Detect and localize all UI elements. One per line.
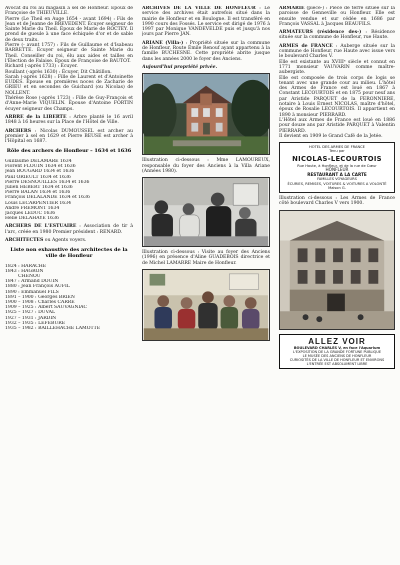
list-item: 1900 – 1908 : Charles CARRE xyxy=(5,299,75,305)
list-item: Jacques LEDUC 1636 xyxy=(5,211,56,217)
ad-line: L'EXPOSITION DE LA GRANDE FORTUNE PUBLIQUE xyxy=(292,349,382,354)
list-item: Florent FLOUIN 1634 et 1636 xyxy=(5,164,76,170)
column-3 xyxy=(279,6,395,559)
list-item: Guillaume DÉLAMARE 1634 xyxy=(5,159,72,165)
list-item: CHENOU xyxy=(5,273,41,279)
list-item: André FREMONT 1634 xyxy=(5,205,60,211)
list-item: 1890 : Emmanuel FILS xyxy=(5,289,59,295)
section-heading: Liste non exhaustive des architectes de la ville de Honfleur xyxy=(10,247,128,259)
entry-title: ARMARIE xyxy=(279,6,305,11)
entry-archives xyxy=(142,6,270,38)
list-item: 1824 : HARACHE xyxy=(5,263,47,269)
architects-list xyxy=(5,264,133,332)
list-item: 1843 : HAGRON xyxy=(5,268,44,274)
entry-text: : Arbre planté le 16 avril 1848 à 16 heures sur la Place de l'Hôtel de Ville. xyxy=(5,114,133,126)
entry-title: ARCHERS DE L'ESTUAIRE xyxy=(5,224,77,230)
paragraph: Sarah (-après 1628) : Fille de Laurent et d'Antoinette EUDES. Épouse en premières noces de Zacharie de GRIEU et en secondes de Guichard (ou Nicolas) de NOLLENT. xyxy=(5,74,133,96)
list-item: 1927 – 1931 : JARDIN xyxy=(5,315,57,321)
list-item: François DELALANDE 1634 et 1636 xyxy=(5,195,90,201)
entry-title: ARMATEURS (résidence des-) xyxy=(279,30,362,36)
armes-de-france-photo xyxy=(279,210,395,330)
paragraph: Pierre (- avant 1757) : Fils de Guillaume et d'Isabeau BARRETTE. Écuyer seigneur de Sainte Marie du Theil. Conseiller du roi, élu aux aides et tailles en l'Élection de Falaise. Époux de Françoise de BAUTOT. xyxy=(5,43,133,64)
list-item: 1909 – 1925 : Albert SAUVAGNIAC xyxy=(5,305,88,311)
foyer-anciens-photo xyxy=(142,177,270,247)
ad-line: BOULEVARD CHARLES V, en face l'Aquarium xyxy=(293,345,381,350)
list-item: 1880 : Jean François AUFIL xyxy=(5,284,70,290)
list-item: Jean BOUGARD 1634 et 1636 xyxy=(5,169,75,175)
list-item: 1891 – 1900 : Georges BRIEN xyxy=(5,294,75,300)
section-heading: Rôle des archers de Honfleur – 1634 et 1636 xyxy=(6,148,132,155)
list-item: 1925 – 1927 : DUVAL xyxy=(5,310,55,316)
exhibition-advertisement xyxy=(279,334,395,369)
archers-list xyxy=(5,159,133,221)
visite-foyer-photo xyxy=(142,269,270,341)
entry-arbre xyxy=(5,115,133,126)
entry-title: ARMES de FRANCE xyxy=(279,43,333,49)
entry-text: : Auberge située sur la commune de Honfleur, rue Haute avec issue vers le boulevard Charles V. xyxy=(279,43,395,60)
ad-line: HONFLEUR xyxy=(325,166,349,172)
ad-line: Rue Haute, à Honfleur, et de la rue de Cœur xyxy=(297,163,377,168)
entry-text: : Nicolas DUMOUSSEL est archer au premier à sel en 1629 et Pierre BEUSE est archer à l'Hôpital en 1687. xyxy=(5,128,133,145)
paragraph: Avocat du roi au magasin à sel de Honfleur. Époux de Françoise de THIEUVILLE. xyxy=(5,6,133,17)
ad-line: CURIOSITÉS DE LA VILLE DE HONFLEUR ET ENVIRONS xyxy=(289,357,385,362)
ad-line: HOTEL DES ARMES DE FRANCE xyxy=(309,145,365,150)
ad-line: FAMILLES VOYAGEURS xyxy=(317,177,357,182)
entry-text: : Association de tir à l'arc, créée en 1980 Premier président : RENARD. xyxy=(5,224,133,235)
list-item: Julien HEBERT 1634 et 1636 xyxy=(5,185,73,191)
list-item: 1932 – 1935 : LEFEBURE xyxy=(5,320,66,326)
ad-title: ALLEZ VOIR xyxy=(308,336,366,346)
entry-ariane xyxy=(142,41,270,62)
entry-note: Aujourd'hui propriété privée. xyxy=(142,64,218,70)
entry-armarie xyxy=(279,6,395,27)
entry-text: : Le service des archives était autrefois situé dans la mairie de Honfleur et en Boulogne. Il est transféré en 1990 cours des Fossés. Le service est dirigé de 1976 à 1997 par Monique VANDEVELDE puis et jusqu'à nos jours par Pierre JAN. xyxy=(142,6,270,38)
entry-text: (pièce-) : Pièce de terre située sur la paroisse de Genneville ou Honfleur. Elle est ensuite vendue et sur cédée en 1686 par François VASSAL à Jacques BEAUFILS. xyxy=(279,6,395,27)
caption: Illustration ci-dessous : Visite au foyer des Anciens (1996) en présence d'Aline GUADEBOIS directrice et de Michel LAMARRE Maire de Honfleur. xyxy=(142,250,270,266)
paragraph: Il devient en 1909 le Grand Café de la Jetée. xyxy=(279,133,383,139)
list-item: Pierre BALAN 1634 et 1636 xyxy=(5,190,71,196)
list-item: Louis LECARPENTIER 1634 xyxy=(5,200,72,206)
ad-line: Tenu par xyxy=(329,149,345,154)
ad-line: Maison G. xyxy=(328,185,346,190)
paragraph: Roullant (-après 1630) : Écuyer, Dit Châtillon. xyxy=(5,69,112,75)
ad-line: ÉCURIES, REMISES, VOITURES & VOITURES A VOLONTÉ xyxy=(287,181,387,186)
entry-title: ARIANE (Villa-) xyxy=(142,40,184,46)
entry-armes-de-france xyxy=(279,44,395,60)
entry-title: ARCHERS xyxy=(5,128,32,134)
ad-name: NICOLAS-LECOURTOIS xyxy=(292,154,382,163)
entry-title: ARCHITECTES xyxy=(5,238,44,244)
entry-armateurs xyxy=(279,30,395,41)
paragraph: Elle est existante au XVIIIᵉ siècle et connut en 1771 monsieur VAUVARIN comme maître-aubergiste. xyxy=(279,59,395,76)
list-item: 1935 – 1982 : BAILLEHACHE LAMOTTE xyxy=(5,325,101,331)
caption: Illustration ci-dessous : Mme LAMOUREUX, responsable du foyer des Anciens à la Villa Ariane (Années 1980). xyxy=(142,158,270,174)
caption: Illustration ci-dessous : Les Armes de France côté boulevard Charles V vers 1900. xyxy=(279,195,395,207)
paragraph: Pierre (Le Theil en Auge 1654 - avant 1694) : Fils de Jean et de Jeanne de BREVEDENT. Écuyer seigneur de Sainte Marie du Theil. Époux de Marie de ROCTEY. Il prend de gueule à une face échiquée d'or et de sable de deux traits. xyxy=(5,16,133,43)
ad-line: RESTAURANT A LA CARTE xyxy=(307,171,367,177)
entry-text: : Résidence située sur la commune de Honfleur, rue Haute. xyxy=(279,30,395,41)
entry-archers xyxy=(5,129,133,145)
hotel-advertisement xyxy=(279,142,395,193)
paragraph: Thérèse Rose (-après 1723) : Fille de Guy-François et d'Anne-Marie VIQUELIN. Épouse d'Antoine FORTIN écuyer seigneur des Champs. xyxy=(5,96,133,112)
ad-line: LE MUSÉE DES ANCIENS DE HONFLEUR xyxy=(302,353,372,358)
list-item: Hélie DELAHAYE 1636 xyxy=(5,216,59,222)
paragraph: Elle est composée de trois corps de logis se tenant avec une grande cour au milieu. L'hôtel des Armes de France est loué en 1867 à Constant LECOURTOIS et en 1875 pour neuf ans par Aristide PARQUET de la FERONNIERE, notaire à Louis Ernest NICOLAS, maître d'hôtel, époux de Rosalie LECOURTOIS. Il appartient en 1890 à monsieur PIERRARD. xyxy=(279,75,395,118)
paragraph: L'Hôtel aux Armes de France est loué en 1886 pour douze ans par Aristide PARQUET à Valentin PIERRARD. xyxy=(279,117,395,134)
paragraph: Richard (-après 1733) : Écuyer. xyxy=(5,64,78,70)
column-2 xyxy=(142,6,270,559)
entry-estuaire xyxy=(5,224,133,235)
villa-ariane-photo xyxy=(142,73,270,155)
entry-text: : Propriété située sur la commune de Honfleur, Route Émile Renouf ayant appartenu à la famille BUCHESNE. Cette propriété abrite jusque dans les années 2000 le foyer des Anciens. xyxy=(142,40,270,62)
entry-title: ARCHIVES DE LA VILLE DE HONFLEUR xyxy=(142,6,256,11)
entry-text: ou Agents voyers. xyxy=(43,238,87,244)
ad-line: L'ENTRÉE EST ABSOLUMENT LIBRE xyxy=(306,361,368,366)
entry-title: ARBRE de la LIBERTE xyxy=(5,114,67,120)
list-item: 1847 : Armand DOUIN xyxy=(5,279,59,285)
list-item: Pierre DESNOUILLES 1634 et 1636 xyxy=(5,179,90,185)
column-1 xyxy=(5,6,133,559)
list-item: Paul ORIEULT 1634 et 1636 xyxy=(5,174,71,180)
